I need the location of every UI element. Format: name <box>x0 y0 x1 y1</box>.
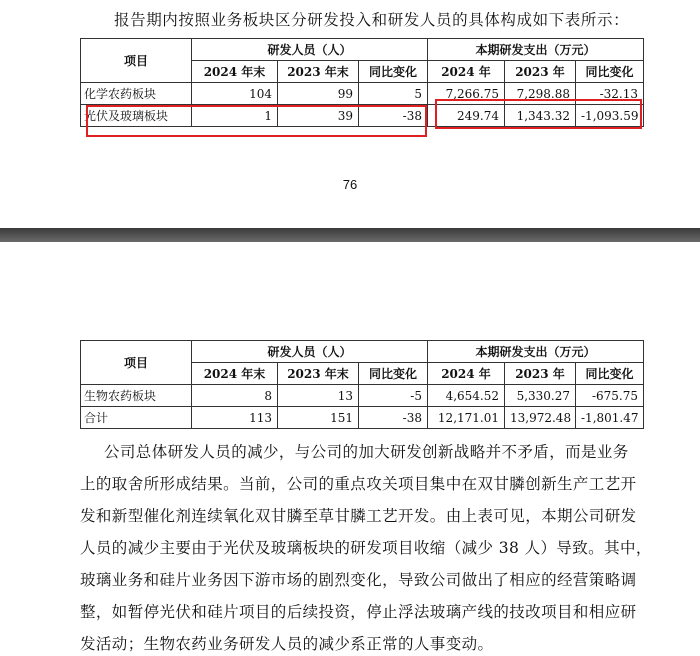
header-staff-2024: 2024 年末 <box>192 363 278 385</box>
row-item: 合计 <box>81 407 192 429</box>
paragraph-line: 上的取舍所形成结果。当前，公司的重点攻关项目集中在双甘膦创新生产工艺开 <box>80 475 637 493</box>
header-staff-change: 同比变化 <box>359 363 428 385</box>
header-staff-2023: 2023 年末 <box>278 363 359 385</box>
header-staff-group: 研发人员（人） <box>192 39 428 61</box>
row-item: 光伏及玻璃板块 <box>81 105 192 127</box>
header-expense-2023: 2023 年 <box>505 61 576 83</box>
page-number: 76 <box>342 177 358 192</box>
paragraph-line: 整，如暂停光伏和硅片项目的后续投资，停止浮法玻璃产线的技改项目和相应研 <box>80 603 637 621</box>
rd-table-page-2 <box>80 340 644 429</box>
table-row <box>81 407 644 429</box>
paragraph-line: 人员的减少主要由于光伏及玻璃板块的研发项目收缩（减少 38 人）导致。其中， <box>80 539 652 557</box>
header-item: 项目 <box>81 39 192 83</box>
highlight-box-expense <box>435 99 642 129</box>
paragraph-line: 发和新型催化剂连续氧化双甘膦至草甘膦工艺开发。由上表可见，本期公司研发 <box>80 507 637 525</box>
header-expense-group: 本期研发支出（万元） <box>428 341 644 363</box>
header-expense-2024: 2024 年 <box>428 61 505 83</box>
expense-change: -32.13 <box>576 83 644 105</box>
staff-2024: 104 <box>192 83 278 105</box>
staff-change: -38 <box>359 407 428 429</box>
header-staff-2023: 2023 年末 <box>278 61 359 83</box>
staff-change: 5 <box>359 83 428 105</box>
expense-2024: 12,171.01 <box>428 407 505 429</box>
staff-2023: 39 <box>278 105 359 127</box>
paragraph-line: 玻璃业务和硅片业务因下游市场的剧烈变化，导致公司做出了相应的经营策略调 <box>80 571 637 589</box>
header-staff-group: 研发人员（人） <box>192 341 428 363</box>
header-expense-2023: 2023 年 <box>505 363 576 385</box>
staff-2024: 8 <box>192 385 278 407</box>
expense-2024: 7,266.75 <box>428 83 505 105</box>
expense-2024: 4,654.52 <box>428 385 505 407</box>
expense-change: -1,801.47 <box>576 407 644 429</box>
paragraph-line: 发活动；生物农药业务研发人员的减少系正常的人事变动。 <box>80 635 494 653</box>
header-expense-change: 同比变化 <box>576 61 644 83</box>
highlight-box-staff <box>86 105 427 137</box>
header-item: 项目 <box>81 341 192 385</box>
expense-change: -675.75 <box>576 385 644 407</box>
staff-change: -38 <box>359 105 428 127</box>
row-item: 化学农药板块 <box>81 83 192 105</box>
staff-change: -5 <box>359 385 428 407</box>
staff-2023: 99 <box>278 83 359 105</box>
expense-2024: 249.74 <box>428 105 505 127</box>
body-paragraph <box>80 436 652 656</box>
table-row <box>81 385 644 407</box>
expense-2023: 1,343.32 <box>505 105 576 127</box>
header-staff-change: 同比变化 <box>359 61 428 83</box>
staff-2023: 13 <box>278 385 359 407</box>
expense-2023: 13,972.48 <box>505 407 576 429</box>
expense-change: -1,093.59 <box>576 105 644 127</box>
header-expense-2024: 2024 年 <box>428 363 505 385</box>
expense-2023: 5,330.27 <box>505 385 576 407</box>
staff-2024: 113 <box>192 407 278 429</box>
header-staff-2024: 2024 年末 <box>192 61 278 83</box>
staff-2024: 1 <box>192 105 278 127</box>
expense-2023: 7,298.88 <box>505 83 576 105</box>
paragraph-line: 公司总体研发人员的减少，与公司的加大研发创新战略并不矛盾，而是业务 <box>104 443 629 461</box>
intro-text: 报告期内按照业务板块区分研发投入和研发人员的具体构成如下表所示： <box>114 11 630 29</box>
header-expense-group: 本期研发支出（万元） <box>428 39 644 61</box>
header-expense-change: 同比变化 <box>576 363 644 385</box>
row-item: 生物农药板块 <box>81 385 192 407</box>
page-separator <box>0 228 700 242</box>
staff-2023: 151 <box>278 407 359 429</box>
